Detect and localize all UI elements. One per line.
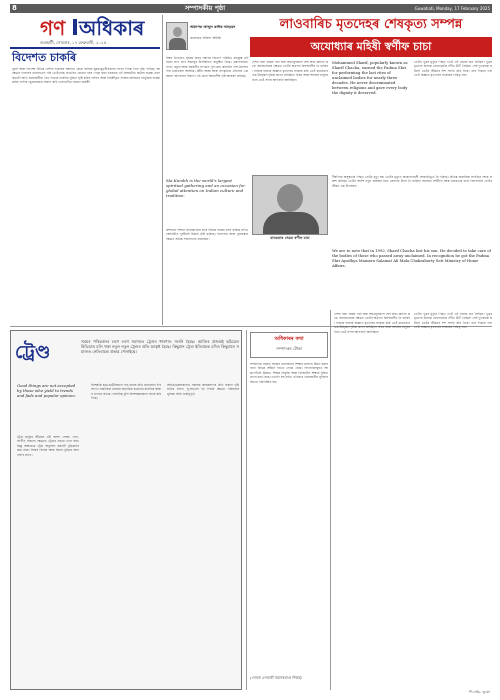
right-article-english: Mohammed Sharif, popularly known as Sharif Chacha, earned the Padma Shri for performing the last rites of unclaimed bodies for nearly three decades. He never discriminated between religions and gave every body the dignity it deserved. (332, 60, 408, 95)
right-article-english-2: We are to note that in 1992, Sharif Chacha lost his son. He decided to take care of the bodies of those who passed away unclaimed. In recognition he got the Padma Shri Ayodhya Mamaru Salamat Ali Mala Chakraborty Seti Ministry of Home Affairs. (332, 248, 491, 268)
column-rule (162, 15, 163, 325)
top-headline: লাওবাৰিচ মৃতদেহৰ শেষকৃত্য সম্পন্ন (279, 17, 463, 32)
photo-caption: মানৱতাৰ সেৱক স্বৰ্ণীফ চাচা (270, 236, 310, 240)
trend-title: ট্ৰেণ্ড (15, 342, 51, 363)
tagline-box (250, 332, 328, 358)
trend-intro: সময়ৰ পৰিৱৰ্তনৰ লগে লগে সমাজত ট্ৰেণ্ডৰ ধাৰণাও সলনি হৈছে। আজিৰ প্ৰজন্মই ছচিয়েল মিডিয়াত চলি থকা নতুন নতুন ট্ৰেণ্ডৰ প্ৰতি আকৃষ্ট হৈছে। কিছুমান ট্ৰেণ্ড ইতিবাচক যদিও কিছুমানে সমাজত নেতিবাচক প্ৰভাৱ পেলাইছে। (81, 339, 239, 354)
trend-col1: ট্ৰেণ্ড মানুহৰ জীৱনৰ এটা অংশ। ফেশ্বন, খাদ্য, সংগীত সকলো ক্ষেত্ৰতে ট্ৰেণ্ডৰ প্ৰভাৱ দেখা যায়। কিন্তু অন্ধভাৱে ট্ৰেণ্ড অনুসৰণ কৰাটো বুদ্ধিমানৰ কাম নহয়। নিজৰ বিবেক আৰু বিচাৰ বুদ্ধিৰে আগবাঢ়িব লাগে। (17, 435, 79, 457)
right-article-lower: দীৰ্ঘদিনৰ অসুস্থতাৰ পিছত তেওঁৰ মৃত্যু হয়। তেওঁৰ মৃত্যুত অযোধ্যাবাসী শোকাভিভূত হৈ পৰিছে। বিভিন্ন সামাজিক সংগঠনে শোক প্ৰকাশ কৰিছে। তেওঁৰ আদৰ্শ নতুন প্ৰজন্মৰ বাবে প্ৰেৰণাৰ উৎস হৈ থাকিব। সমাজত সম্প্ৰীতি আৰু মানৱতাৰ বাৰ্তা বিয়পাবলৈ তেওঁৰ জীৱন এক উদাহৰণ। (332, 175, 492, 188)
tagline-box-title: অধিকাৰৰ কথা (274, 336, 304, 342)
author-photo-head (173, 27, 182, 37)
mid-column-footer: (লেখক এগৰাকী অৱসৰপ্ৰাপ্ত শিক্ষক) (250, 676, 302, 680)
column-rule (330, 310, 331, 690)
tagline-box-subtitle: সম্পাদকৰ টোকা (276, 346, 302, 351)
trend-english-intro: Good things are not accepted by those who yield to trends and fads and popular opinion. (17, 383, 76, 398)
trend-col3: অভিভাৱকসকলেও সন্তানৰ কাৰ্যকলাপৰ প্ৰতি সজাগ দৃষ্টি ৰাখিব লাগে। সু-অভ্যাস গঢ় দিয়াৰ ক্ষেত্ৰত পৰিয়ালৰ ভূমিকা অতি গুৰুত্বপূৰ্ণ। (167, 383, 239, 396)
article-signature: পি.এইচ. ভুঞা (469, 690, 490, 694)
page-header (10, 4, 492, 13)
article-photo (252, 175, 328, 235)
left-column-heading: বিদেশত চাকৰি (12, 51, 77, 64)
divider (10, 47, 160, 49)
dateline: Guwahati, Monday, 17 February 2025 (414, 6, 490, 11)
right-lower-col-b: তেওঁৰ পুত্ৰৰ মৃত্যুৰ পিছত তেওঁ এই সেৱাৰ ব্ৰত লৈছিল। পুত্ৰৰ মৃতদেহ চিনাক্ত নোহোৱাকৈ নদীত উটি গৈছিল। সেই দুখজনক ঘটনাই তেওঁৰ জীৱনৰ দিশ সলনি কৰি দিয়ে। তাৰ পিছৰে পৰা তেওঁ অজ্ঞাত মৃতদেহৰ সৎকাৰৰ দায়িত্ব লয়। (414, 312, 492, 330)
trend-col2: বিশেষকৈ ছাত্ৰ-ছাত্ৰীসকলে পঢ়া-শুনাৰ প্ৰতি মনোযোগ দিব লাগে। সামাজিক মাধ্যমৰ অত্যধিক ব্যৱহাৰে মানসিক স্বাস্থ্যৰ ওপৰত প্ৰভাৱ পেলাইছে বুলি বিশেষজ্ঞসকলে সতৰ্ক কৰি দিছে। (91, 383, 161, 401)
section-title: সম্পাদকীয় পৃষ্ঠা (185, 4, 226, 12)
masthead-brand-1: গণ (40, 16, 66, 40)
trend-box (10, 330, 242, 690)
author-photo (166, 22, 188, 50)
middle-body-1: বিশ্বৰ ভিতৰতে বৃহত্তম মানৱ সমাগম হিচাপে পৰিচিত মহাকুম্ভ এইবাৰো লাখ লাখ শ্ৰদ্ধালুৰ উপস্থিতিত অনুষ্ঠিত হৈছে। প্ৰয়াগৰাজত গংগা, যমুনা আৰু সৰস্বতীৰ সংগমত পুণ্য স্নান কৰিবলৈ দেশ-বিদেশৰ পৰা ভক্তসকল আহিছে। ধৰ্মীয় আস্থা আৰু সাংস্কৃতিক ঐতিহ্যৰ এক অনন্য প্ৰতিফলন হিচাপে এই মেলা বিশ্ববাসীৰ দৃষ্টি আকৰ্ষণ কৰিছে। (166, 56, 248, 78)
middle-english-quote: Ma Kumbh is the world's largest spiritual gathering and an occasion for global attention on Indian culture and tradition. (166, 178, 245, 198)
masthead-tagline: গুৱাহাটী, সোমবাৰ, ১৭ ফেব্ৰুৱাৰী, ২০২৫ (40, 40, 107, 45)
column-rule (246, 330, 247, 690)
photo-figure-head (277, 184, 303, 212)
right-article-col3: তেওঁৰ পুত্ৰৰ মৃত্যুৰ পিছত তেওঁ এই সেৱাৰ ব্ৰত লৈছিল। পুত্ৰৰ মৃতদেহ চিনাক্ত নোহোৱাকৈ নদীত উটি গৈছিল। সেই দুখজনক ঘটনাই তেওঁৰ জীৱনৰ দিশ সলনি কৰি দিয়ে। তাৰ পিছৰে পৰা তেওঁ অজ্ঞাত মৃতদেহৰ সৎকাৰৰ দায়িত্ব লয়। (414, 60, 492, 78)
right-lower-col-a: দেশৰ নানা প্ৰান্তৰ পৰা অহা শ্ৰদ্ধালুসকলে শেষ শ্ৰদ্ধা জ্ঞাপন কৰে। সমাজসেৱাৰ ক্ষেত্ৰত তেওঁৰ অৱদান চিৰস্মৰণীয় হৈ থাকিব। হাজাৰ হাজাৰ অজ্ঞাত মৃতদেহৰ সৎকাৰ কৰি তেওঁ মানৱতাৰ এক উজ্জ্বল দৃষ্টান্ত স্থাপন কৰিছিল। দৰিদ্ৰ আৰু অসহায় মানুহৰ বাবে তেওঁ সদায় আগবাঢ়ি আহিছিল। (334, 312, 410, 334)
banner-headline: অযোধ্যাৰ মহিষী স্বৰ্ণীফ চাচা (250, 37, 492, 57)
masthead-brand-2: অধিকাৰ (79, 16, 145, 40)
left-column-body: দুবাই আৰু বিদেশৰ বিভিন্ন দেশলৈ চাকৰিৰ সন্ধানত যোৱা অসমৰ যুৱক-যুৱতীসকলৰ সংখ্যা দিনক দিনে বৃদ্ধি পাইছে। বহু ক্ষেত্ৰত দালালৰ প্ৰলোভনত পৰি তেওঁলোক প্ৰতাৰিত হোৱাৰ খবৰ পোৱা যায়। চৰকাৰে এই বিষয়টোত কঠোৰ ব্যৱস্থা গ্ৰহণ কৰাটো অতি প্ৰয়োজনীয়। বৈধ পথেৰে চাকৰিৰ সুবিধা সৃষ্টি কৰিব লাগিব আৰু নিবন্ধীকৃত সংস্থাৰ জৰিয়তে নিযুক্তিৰ ব্যৱস্থা কৰিব লাগিব। যুৱসমাজক সজাগ কৰি তোলাটোও সমানে জৰুৰী। (12, 67, 160, 85)
author-name: অধ্যাপক আব্দুল কাদিৰ আহমেদ (190, 25, 236, 29)
masthead-separator (73, 19, 77, 35)
author-subtitle: কলেজৰ প্ৰাক্তন অধ্যক্ষ (190, 36, 221, 40)
middle-body-2: প্ৰশাসনে বিশাল জনসমাগমৰ বাবে বিভিন্ন ব্যৱস্থা গ্ৰহণ কৰিছে যদিও কেইবাটাও দুৰ্ঘটনাই চিন্তাৰ সৃষ্টি কৰিছে। নিৰাপত্তা আৰু সুব্যৱস্থাৰ ক্ষেত্ৰত অধিক সজাগতাৰ প্ৰয়োজন। (166, 228, 248, 241)
right-article-col1: দেশৰ নানা প্ৰান্তৰ পৰা অহা শ্ৰদ্ধালুসকলে শেষ শ্ৰদ্ধা জ্ঞাপন কৰে। সমাজসেৱাৰ ক্ষেত্ৰত তেওঁৰ অৱদান চিৰস্মৰণীয় হৈ থাকিব। হাজাৰ হাজাৰ অজ্ঞাত মৃতদেহৰ সৎকাৰ কৰি তেওঁ মানৱতাৰ এক উজ্জ্বল দৃষ্টান্ত স্থাপন কৰিছিল। দৰিদ্ৰ আৰু অসহায় মানুহৰ বাবে তেওঁ সদায় আগবাঢ়ি আহিছিল। (252, 60, 328, 82)
photo-figure-body (263, 212, 319, 235)
mid-column-body: সাম্প্ৰতিক সময়ত অসমৰ গ্ৰামাঞ্চলত শিক্ষাৰ মানদণ্ড উন্নত কৰাৰ বাবে বিভিন্ন আঁচনি হাতত লোৱা হৈছে। বিদ্যালয়সমূহত আন্তঃগাঁথনি উন্নয়ন, শিক্ষক নিযুক্তি আৰু ডিজিটেল শিক্ষাৰ সুবিধা প্ৰদান কৰা হৈছে। তথাপি বহু ঠাইত এতিয়াও প্ৰয়োজনীয় সুবিধাৰ অভাৱ পৰিলক্ষিত হয়। (250, 362, 328, 384)
author-photo-body (169, 38, 186, 50)
masthead (10, 15, 160, 47)
page-number: 8 (12, 4, 17, 12)
